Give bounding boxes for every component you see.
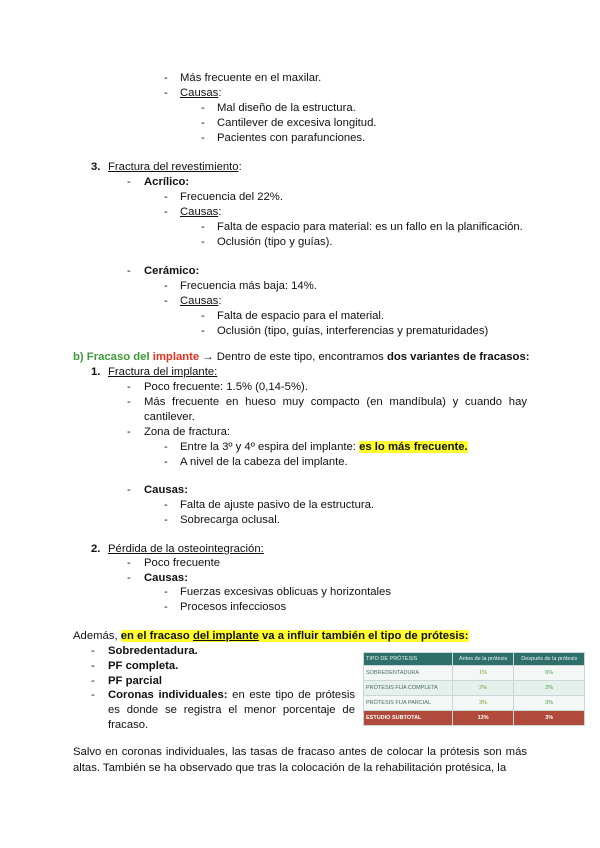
- bullet-dash: -: [164, 87, 168, 99]
- acrilico-freq: Frecuencia del 22%.: [180, 191, 283, 203]
- list-number: 2.: [91, 543, 101, 555]
- causas-label: Causas:: [144, 572, 188, 584]
- fractura-implante-title: Fractura del implante:: [108, 366, 218, 378]
- bullet-dash: -: [201, 102, 205, 114]
- table-cell: 2%: [452, 681, 514, 696]
- ademas-line: Además, en el fracaso del implante va a influir también el tipo de prótesis:: [73, 630, 469, 642]
- prosthesis-type: PF parcial: [108, 675, 162, 687]
- table-cell: 6%: [514, 666, 585, 681]
- bullet-dash: -: [127, 557, 131, 569]
- bullet-dash: -: [164, 514, 168, 526]
- list-number: 1.: [91, 366, 101, 378]
- poco-frecuente: Poco frecuente: 1.5% (0,14-5%).: [144, 381, 308, 393]
- zona-fractura: Zona de fractura:: [144, 426, 231, 438]
- bullet-dash: -: [164, 191, 168, 203]
- zona-item: Entre la 3º y 4º espira del implante: es lo más frecuente.: [180, 441, 468, 453]
- cause-item: Cantilever de excesiva longitud.: [217, 117, 377, 129]
- table-cell: ESTUDIO SUBTOTAL: [364, 711, 453, 726]
- bullet-dash: -: [164, 441, 168, 453]
- bullet-dash: -: [127, 381, 131, 393]
- prosthesis-type: PF completa.: [108, 660, 179, 672]
- cause-item: Sobrecarga oclusal.: [180, 514, 280, 526]
- table-header-cell: Antes de la prótesis: [452, 653, 514, 666]
- list-item-maxilar: Más frecuente en el maxilar.: [180, 72, 322, 84]
- table-cell: 3%: [514, 711, 585, 726]
- item3-title: Fractura del revestimiento:: [108, 161, 242, 173]
- perdida-title: Pérdida de la osteointegración:: [108, 543, 264, 555]
- bullet-dash: -: [127, 396, 131, 408]
- cause-item: Mal diseño de la estructura.: [217, 102, 356, 114]
- bullet-dash: -: [91, 689, 95, 701]
- cause-item: Oclusión (tipo y guías).: [217, 236, 333, 248]
- bullet-dash: -: [127, 265, 131, 277]
- cause-item: Falta de espacio para material: es un fallo en la planificación.: [217, 221, 523, 233]
- bullet-dash: -: [127, 484, 131, 496]
- acrilico-label: Acrílico:: [144, 176, 190, 188]
- table-cell: 13%: [452, 711, 514, 726]
- prosthesis-type: Sobredentadura.: [108, 645, 198, 657]
- bullet-dash: -: [201, 221, 205, 233]
- bullet-dash: -: [164, 295, 168, 307]
- zona-item: A nivel de la cabeza del implante.: [180, 456, 348, 468]
- cause-item: Pacientes con parafunciones.: [217, 132, 366, 144]
- coronas-item: Coronas individuales: en este tipo de prótesis es donde se registra el menor porcentaje de fracaso.: [108, 689, 356, 731]
- final-paragraph: Salvo en coronas individuales, las tasas de fracaso antes de colocar la prótesis son más altas. También se ha observado que tras la colocación de la rehabilitación protésica, la: [73, 746, 527, 774]
- cause-item: Oclusión (tipo, guías, interferencias y prematuridades): [217, 325, 489, 337]
- bullet-dash: -: [201, 325, 205, 337]
- table-header-cell: Después de la prótesis: [514, 653, 585, 666]
- bullet-dash: -: [164, 72, 168, 84]
- bullet-dash: -: [164, 280, 168, 292]
- table-row: [364, 681, 585, 696]
- table-row: [364, 666, 585, 681]
- cause-item: Falta de espacio para el material.: [217, 310, 385, 322]
- bullet-dash: -: [164, 586, 168, 598]
- table-total-row: [364, 711, 585, 726]
- section-b-heading: b) Fracaso del implante → Dentro de este tipo, encontramos dos variantes de fracasos:: [73, 351, 530, 363]
- table-header-cell: TIPO DE PRÓTESIS: [364, 653, 453, 666]
- table-cell: PRÓTESIS FIJA COMPLETA: [364, 681, 453, 696]
- highlight: es lo más frecuente.: [359, 441, 468, 453]
- bullet-dash: -: [127, 426, 131, 438]
- prosthesis-failure-table: [363, 652, 585, 726]
- table-cell: 2%: [514, 681, 585, 696]
- cause-item: Procesos infecciosos: [180, 601, 287, 613]
- bullet-dash: -: [164, 206, 168, 218]
- bullet-dash: -: [164, 456, 168, 468]
- ceramico-label: Cerámico:: [144, 265, 200, 277]
- list-number: 3.: [91, 161, 101, 173]
- bullet-dash: -: [127, 572, 131, 584]
- cause-item: Falta de ajuste pasivo de la estructura.: [180, 499, 375, 511]
- table-row: [364, 696, 585, 711]
- bullet-dash: -: [91, 645, 95, 657]
- bullet-dash: -: [201, 132, 205, 144]
- table-cell: PRÓTESIS FIJA PARCIAL: [364, 696, 453, 711]
- table-header-row: [364, 653, 585, 666]
- causas-label: Causas:: [180, 295, 222, 307]
- bullet-dash: -: [201, 117, 205, 129]
- bullet-dash: -: [91, 675, 95, 687]
- causas-label: Causas:: [180, 87, 222, 99]
- ceramico-freq: Frecuencia más baja: 14%.: [180, 280, 317, 292]
- bullet-dash: -: [127, 176, 131, 188]
- causas-label: Causas:: [180, 206, 222, 218]
- bullet-dash: -: [201, 236, 205, 248]
- mas-frecuente: Más frecuente en hueso muy compacto (en mandíbula) y cuando hay cantilever.: [144, 396, 527, 423]
- table-cell: 1%: [452, 666, 514, 681]
- bullet-dash: -: [201, 310, 205, 322]
- highlight: en el fracaso del implante va a influir también el tipo de prótesis:: [120, 630, 469, 642]
- poco-frecuente: Poco frecuente: [144, 557, 220, 569]
- bullet-dash: -: [164, 499, 168, 511]
- bullet-dash: -: [91, 660, 95, 672]
- bullet-dash: -: [164, 601, 168, 613]
- table-cell: SOBREDENTADURA: [364, 666, 453, 681]
- causas-label: Causas:: [144, 484, 188, 496]
- table-cell: 3%: [452, 696, 514, 711]
- cause-item: Fuerzas excesivas oblicuas y horizontales: [180, 586, 391, 598]
- table-cell: 3%: [514, 696, 585, 711]
